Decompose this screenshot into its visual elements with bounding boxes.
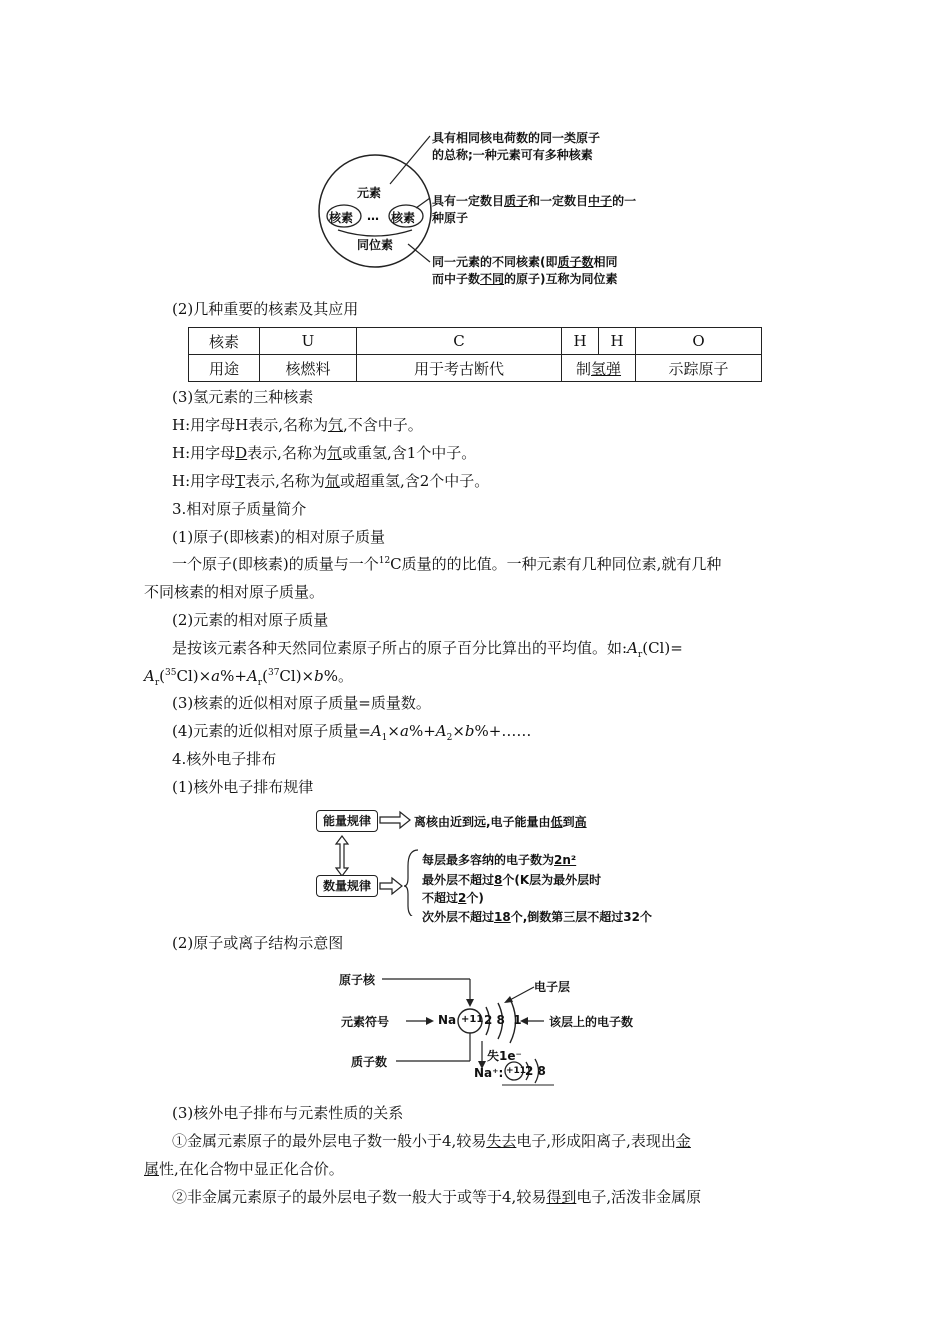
nuclide-table — [188, 327, 762, 382]
energy-rule-box: 能量规律 — [316, 810, 378, 832]
nuclide-right-label: 核素 — [391, 211, 416, 225]
element-label: 元素 — [357, 186, 382, 200]
hydrogen-line-protium: H:用字母H表示,名称为氕,不含中子。 — [172, 416, 423, 434]
proton-number-label: 质子数 — [351, 1055, 388, 1069]
subheading-rules: (1)核外电子排布规律 — [172, 778, 314, 796]
note2-line2: 种原子 — [432, 211, 469, 225]
ion-nuclear-charge: +11 — [506, 1066, 527, 1076]
electron-shell-label: 电子层 — [534, 980, 571, 994]
table-cell: 用于考古断代 — [357, 355, 562, 382]
metal-paragraph-line2: 属性,在化合物中显正化合价。 — [144, 1160, 344, 1178]
nonmetal-paragraph-line1: ②非金属元素原子的最外层电子数一般大于或等于4,较易得到电子,活泼非金属原 — [172, 1188, 702, 1206]
heading-relative-mass: 3.相对原子质量简介 — [172, 500, 307, 518]
note2-line1: 具有一定数目质子和一定数目中子的一 — [432, 194, 637, 208]
ion-shell-counts: 2 8 — [525, 1064, 546, 1078]
quantity-rule-line2: 最外层不超过8个(K层为最外层时 — [422, 873, 602, 887]
lose-electron-label: 失1e⁻ — [487, 1049, 522, 1063]
metal-paragraph-line1: ①金属元素原子的最外层电子数一般小于4,较易失去电子,形成阳离子,表现出金 — [172, 1132, 691, 1150]
statement-element-approx: (4)元素的近似相对原子质量$=A_1\times a\%+A_2\times b\%+\dots\dots$ — [172, 722, 532, 743]
table-row — [189, 355, 762, 382]
quantity-rule-box: 数量规律 — [316, 875, 378, 897]
paragraph-element-mass-2: $A_r(^{35}Cl)\times a\%+A_r(^{37}Cl)\times b\%$。 — [144, 667, 353, 688]
note1-line1: 具有相同核电荷数的同一类原子 — [432, 131, 601, 145]
electrons-on-shell-label: 该层上的电子数 — [549, 1015, 634, 1029]
paragraph-nuclide-mass-2: 不同核素的相对原子质量。 — [144, 583, 325, 601]
table-cell: 用途 — [189, 355, 260, 382]
subheading-structure-diagram: (2)原子或离子结构示意图 — [172, 934, 344, 952]
table-row — [189, 328, 762, 355]
table-cell: U — [260, 328, 357, 355]
nuclide-left-label: 核素 — [329, 211, 354, 225]
nucleus-label: 原子核 — [339, 973, 376, 987]
note3-line1: 同一元素的不同核素(即质子数相同 — [432, 255, 618, 269]
table-cell: C — [357, 328, 562, 355]
table-cell: H — [599, 328, 636, 355]
quantity-rule-line3: 不超过2个) — [422, 891, 484, 905]
paragraph-element-mass: 是按该元素各种天然同位素原子所占的原子百分比算出的平均值。如$:A_r(Cl)=$ — [172, 639, 683, 660]
subheading-element-mass: (2)元素的相对原子质量 — [172, 611, 329, 629]
quantity-rule-line1: 每层最多容纳的电子数为2n² — [422, 853, 577, 867]
table-cell: 核燃料 — [260, 355, 357, 382]
statement-nuclide-approx: (3)核素的近似相对原子质量=质量数。 — [172, 694, 431, 712]
energy-rule-text: 离核由近到远,电子能量由低到高 — [414, 815, 587, 829]
table-cell: H — [562, 328, 599, 355]
heading-electron-config: 4.核外电子排布 — [172, 750, 277, 768]
table-cell: 示踪原子 — [636, 355, 762, 382]
section-heading-hydrogen: (3)氢元素的三种核素 — [172, 388, 314, 406]
ellipsis-label: … — [367, 209, 379, 223]
note1-line2: 的总称;一种元素可有多种核素 — [432, 148, 593, 162]
table-cell: 制氢弹 — [562, 355, 636, 382]
element-symbol-label: 元素符号 — [341, 1015, 390, 1029]
hydrogen-line-tritium: H:用字母T表示,名称为氚或超重氢,含2个中子。 — [172, 472, 490, 490]
sodium-symbol: Na — [438, 1013, 457, 1027]
sodium-ion-symbol: Na⁺: — [474, 1066, 504, 1080]
table-cell: 核素 — [189, 328, 260, 355]
table-cell: O — [636, 328, 762, 355]
subheading-nuclide-mass: (1)原子(即核素)的相对原子质量 — [172, 528, 385, 546]
subheading-properties: (3)核外电子排布与元素性质的关系 — [172, 1104, 404, 1122]
shell-electron-counts: 2 8 1 — [484, 1013, 522, 1027]
section-heading-nuclides: (2)几种重要的核素及其应用 — [172, 300, 359, 318]
nuclear-charge: +11 — [461, 1014, 484, 1025]
quantity-rule-line4: 次外层不超过18个,倒数第三层不超过32个 — [422, 910, 652, 924]
paragraph-nuclide-mass: 一个原子(即核素)的质量与一个$^{12}$C质量的的比值。一种元素有几种同位素,就有几种 — [172, 555, 722, 573]
hydrogen-line-deuterium: H:用字母D表示,名称为氘或重氢,含1个中子。 — [172, 444, 477, 462]
isotope-label: 同位素 — [357, 238, 394, 252]
note3-line2: 而中子数不同的原子)互称为同位素 — [432, 272, 618, 286]
